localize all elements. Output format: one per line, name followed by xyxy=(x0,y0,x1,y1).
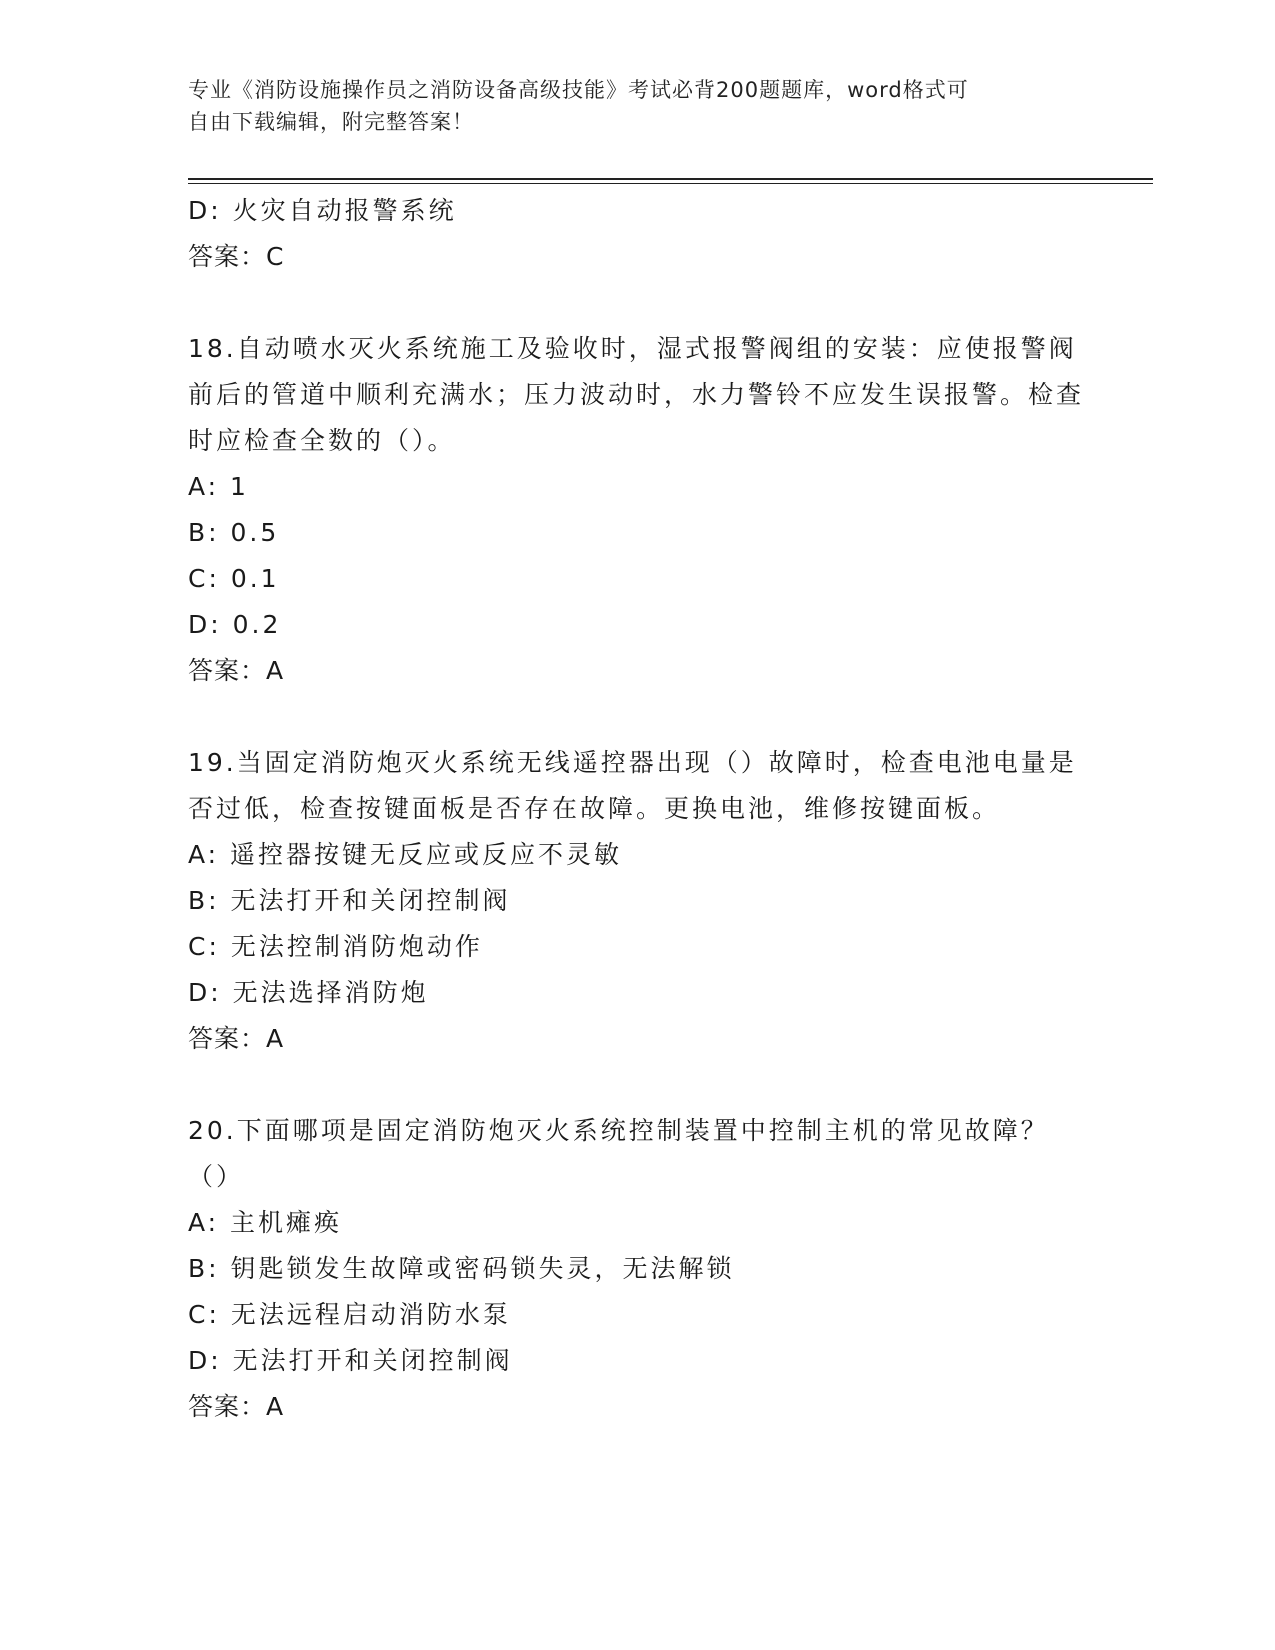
option-b: B: 0.5 xyxy=(188,518,280,547)
question-19 xyxy=(188,740,1088,1062)
prev-option-d: D: 火灾自动报警系统 xyxy=(188,196,457,225)
option-a: A: 遥控器按键无反应或反应不灵敏 xyxy=(188,840,623,869)
option-d: D: 0.2 xyxy=(188,610,282,639)
option-a: A: 1 xyxy=(188,472,249,501)
answer: 答案：A xyxy=(188,656,285,685)
document-header xyxy=(188,74,1068,138)
answer: 答案：A xyxy=(188,1024,285,1053)
option-c: C: 无法控制消防炮动作 xyxy=(188,932,483,961)
question-text: 19.当固定消防炮灭火系统无线遥控器出现（）故障时，检查电池电量是否过低，检查按键面板是否存在故障。更换电池，维修按键面板。 xyxy=(188,748,1077,823)
question-20 xyxy=(188,1108,1088,1430)
question-text: 18.自动喷水灭火系统施工及验收时，湿式报警阀组的安装：应使报警阀前后的管道中顺利充满水；压力波动时，水力警铃不应发生误报警。检查时应检查全数的（）。 xyxy=(188,334,1085,455)
option-d: D: 无法打开和关闭控制阀 xyxy=(188,1346,513,1375)
spacer xyxy=(188,1062,1088,1108)
option-b: B: 无法打开和关闭控制阀 xyxy=(188,886,511,915)
header-line-1: 专业《消防设施操作员之消防设备高级技能》考试必背200题题库，word格式可 xyxy=(188,78,969,102)
question-text: 20.下面哪项是固定消防炮灭火系统控制装置中控制主机的常见故障？（） xyxy=(188,1116,1049,1191)
document-body xyxy=(188,188,1088,1430)
header-rule-thin xyxy=(188,183,1153,184)
question-18 xyxy=(188,326,1088,694)
spacer xyxy=(188,694,1088,740)
option-c: C: 无法远程启动消防水泵 xyxy=(188,1300,511,1329)
header-line-2: 自由下载编辑，附完整答案！ xyxy=(188,110,474,134)
option-d: D: 无法选择消防炮 xyxy=(188,978,429,1007)
option-c: C: 0.1 xyxy=(188,564,280,593)
option-a: A: 主机瘫痪 xyxy=(188,1208,343,1237)
spacer xyxy=(188,280,1088,326)
prev-answer: 答案：C xyxy=(188,242,285,271)
header-rule-thick xyxy=(188,178,1153,180)
option-b: B: 钥匙锁发生故障或密码锁失灵，无法解锁 xyxy=(188,1254,735,1283)
answer: 答案：A xyxy=(188,1392,285,1421)
